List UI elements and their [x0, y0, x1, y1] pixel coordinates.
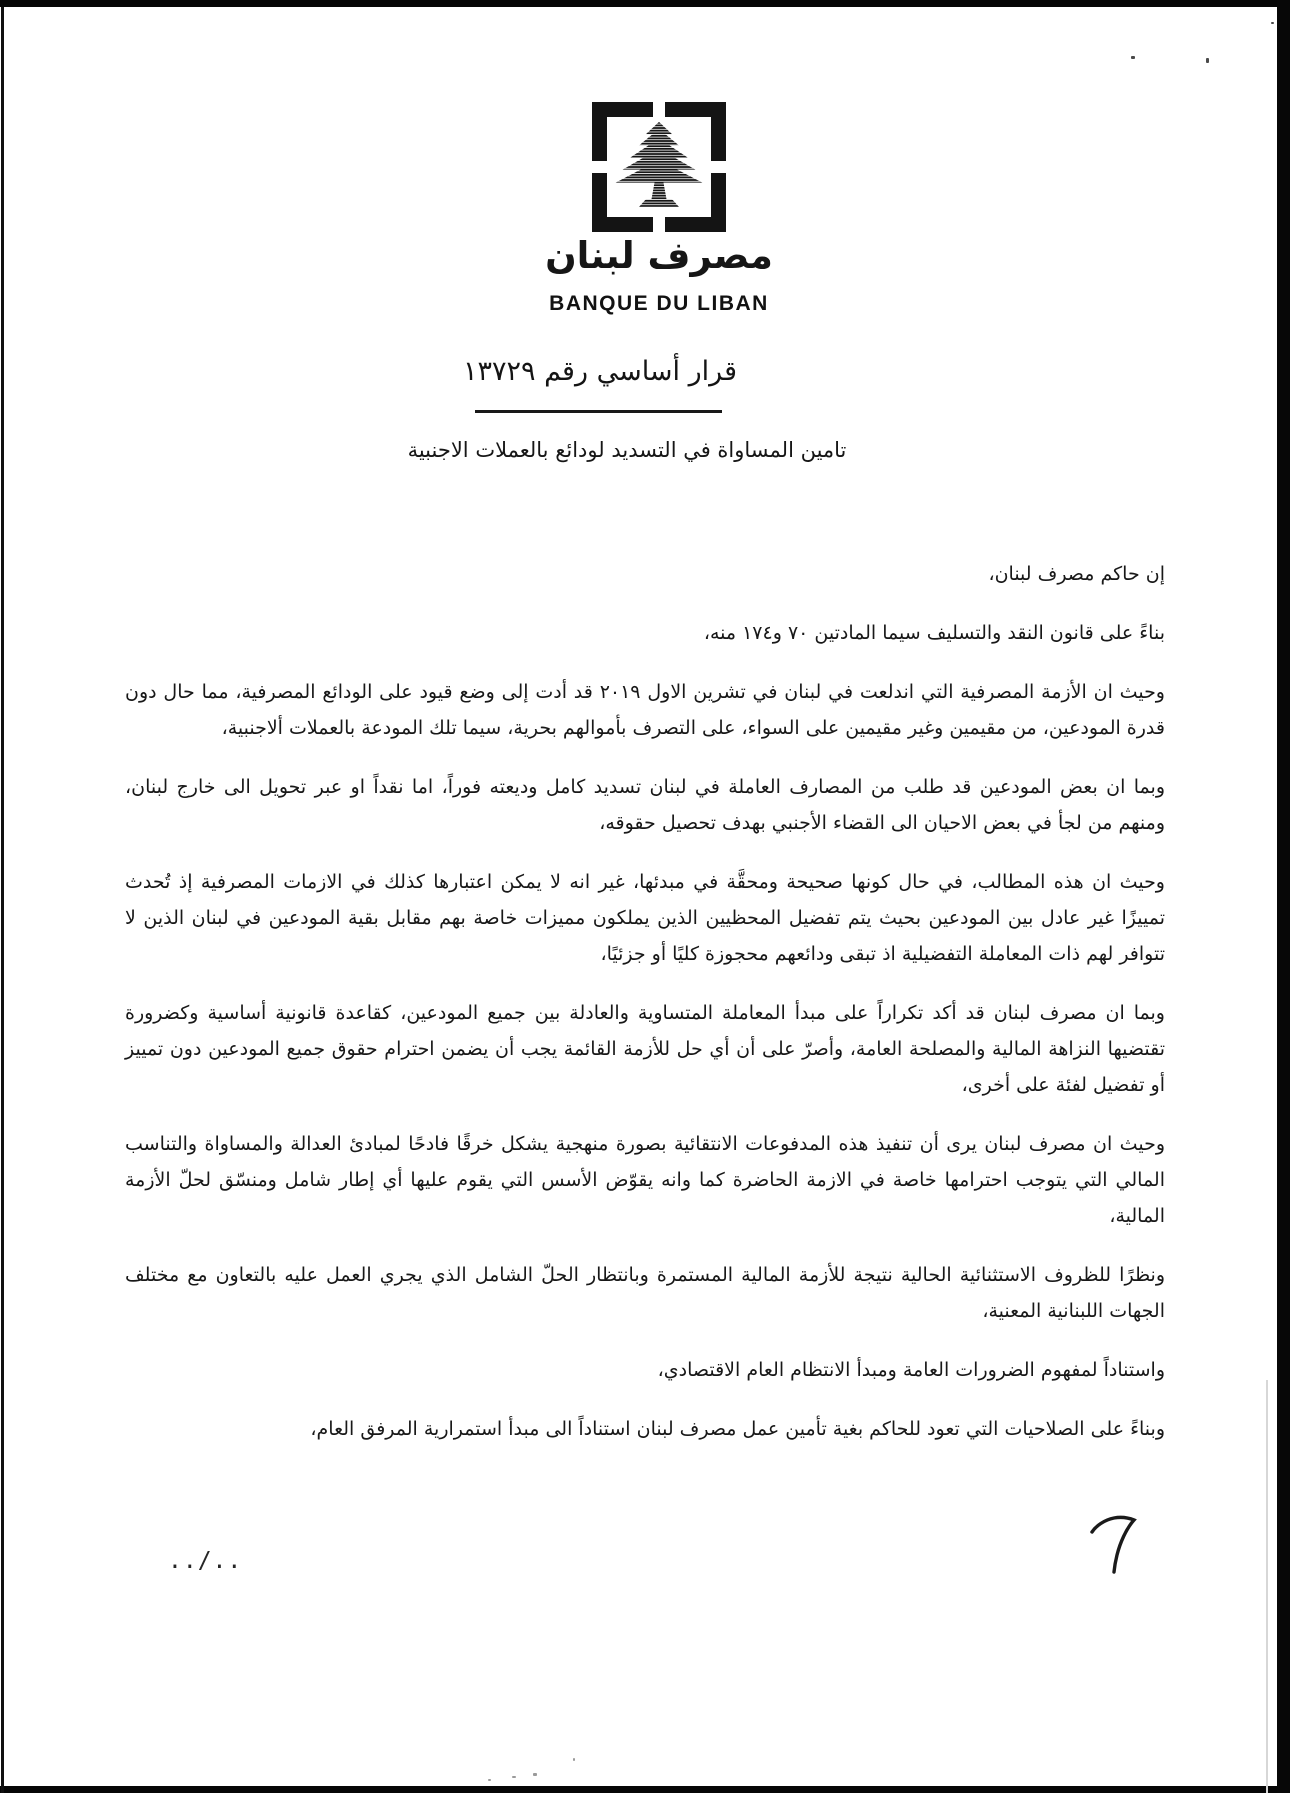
body-paragraph: إن حاكم مصرف لبنان، [988, 563, 1165, 585]
body-paragraph: وبما ان مصرف لبنان قد أكد تكراراً على مبدأ المعاملة المتساوية والعادلة بين جميع المودعين، كقاعدة قانونية أساسية وكضرورة تقتضيها النزاهة المالية والمصلحة العامة، وأصرّ على أن أي حل للأزمة القائمة يجب أن يضمن احترام حقوق جميع المودعين دون تمييز أو تفضيل لفئة على أخرى، [125, 1002, 1165, 1096]
body-paragraph: وحيث ان هذه المطالب، في حال كونها صحيحة ومحقَّة في مبدئها، غير انه لا يمكن اعتبارها كذلك في الازمات المصرفية إذ تُحدث تمييزًا غير عادل بين المودعين بحيث يتم تفضيل المحظيين الذين يملكون مميزات خاصة بهم مقابل بقية المودعين في لبنان الذين لا تتوافر لهم ذات المعاملة التفضيلية اذ تبقى ودائعهم محجوزة كليًا أو جزئيًا، [125, 871, 1165, 965]
cedar-tree-icon [607, 117, 711, 217]
body-paragraph: واستناداً لمفهوم الضرورات العامة ومبدأ الانتظام العام الاقتصادي، [657, 1359, 1165, 1381]
page-continuation-mark: ../.. [168, 1548, 243, 1574]
decision-subtitle: تامين المساواة في التسديد لودائع بالعملات الاجنبية [407, 438, 847, 462]
title-underline [475, 410, 722, 413]
bank-name-latin: BANQUE DU LIBAN [549, 292, 769, 315]
handwritten-mark [1088, 1513, 1140, 1575]
bank-name-arabic: مصرف لبنان [545, 234, 773, 277]
scan-black-line-left [1, 7, 4, 1793]
body-paragraph: وحيث ان مصرف لبنان يرى أن تنفيذ هذه المدفوعات الانتقائية بصورة منهجية يشكل خرقًا فادحًا لمبادئ العدالة والمساواة والتناسب المالي التي يتوجب احترامها خاصة في الازمة الحاضرة كما وانه يقوّض الأسس التي يقوم عليها أي إطار شامل ومنسّق لحلّ الأزمة المالية، [125, 1133, 1165, 1227]
scan-speck [533, 1773, 537, 1776]
decision-title: قرار أساسي رقم ١٣٧٢٩ [462, 356, 737, 387]
body-paragraph: ونظرًا للظروف الاستثنائية الحالية نتيجة للأزمة المالية المستمرة وبانتظار الحلّ الشامل الذي يجري العمل عليه بالتعاون مع مختلف الجهات اللبنانية المعنية، [125, 1264, 1165, 1322]
body-paragraph: وبناءً على الصلاحيات التي تعود للحاكم بغية تأمين عمل مصرف لبنان استناداً الى مبدأ استمرارية المرفق العام، [310, 1418, 1165, 1440]
scan-speck [1206, 58, 1209, 63]
scan-speck [1271, 22, 1274, 24]
bank-logo [592, 102, 726, 232]
scan-speck [488, 1779, 491, 1781]
scan-speck [1131, 56, 1135, 59]
scan-speck [512, 1776, 516, 1778]
body-paragraph: وحيث ان الأزمة المصرفية التي اندلعت في لبنان في تشرين الاول ٢٠١٩ قد أدت إلى وضع قيود على الودائع المصرفية، مما حال دون قدرة المودعين، من مقيمين وغير مقيمين على السواء، على التصرف بأموالهم بحرية، سيما تلك المودعة بالعملات ألاجنبية، [125, 681, 1165, 739]
scan-speck [573, 1758, 575, 1761]
scan-black-bar-bottom [0, 1786, 1290, 1793]
document-body [125, 556, 1165, 1470]
scan-black-bar-top [0, 0, 1290, 7]
body-paragraph: بناءً على قانون النقد والتسليف سيما المادتين ٧٠ و١٧٤ منه، [703, 622, 1165, 644]
body-paragraph: وبما ان بعض المودعين قد طلب من المصارف العاملة في لبنان تسديد كامل وديعته فوراً، اما نقداً او عبر تحويل الى خارج لبنان، ومنهم من لجأ في بعض الاحيان الى القضاء الأجنبي بهدف تحصيل حقوقه، [125, 776, 1165, 834]
scan-edge-shadow [1266, 1380, 1268, 1793]
